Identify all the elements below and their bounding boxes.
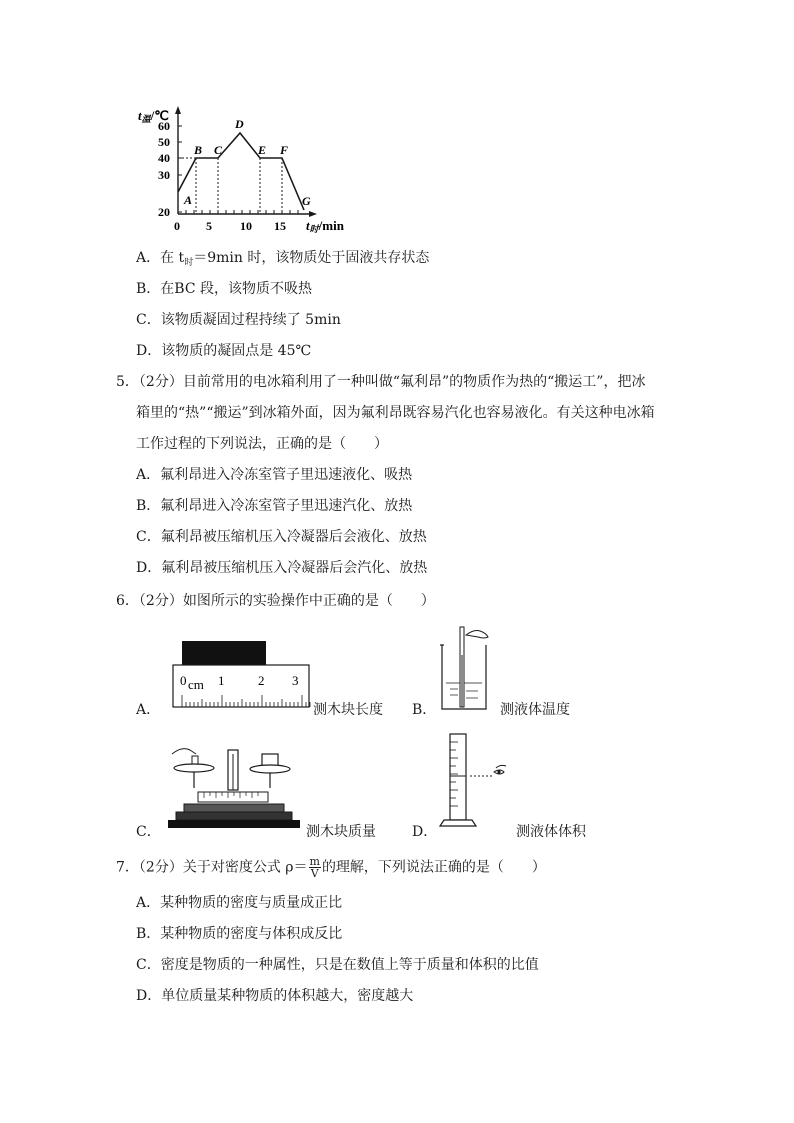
q5-option-c: C．氟利昂被压缩机压入冷凝器后会液化、放热 <box>136 529 427 545</box>
q5-option-a: A．氟利昂进入冷冻室管子里迅速液化、吸热 <box>136 467 413 483</box>
temperature-time-graph <box>130 104 360 234</box>
q4-option-c: C．该物质凝固过程持续了 5min <box>136 312 341 328</box>
q6-label-b: B． <box>412 702 437 718</box>
q7-option-c: C．密度是物质的一种属性，只是在数值上等于质量和体积的比值 <box>136 957 539 973</box>
q4-option-d: D．该物质的凝固点是 45℃ <box>136 343 312 359</box>
q5-option-d: D．氟利昂被压缩机压入冷凝器后会汽化、放热 <box>136 560 428 576</box>
x-tick-label: 0 <box>174 219 180 233</box>
y-tick-label: 60 <box>158 119 170 133</box>
q6-label-a: A． <box>136 702 161 718</box>
x-tick-label: 5 <box>206 219 212 233</box>
graduated-cylinder-figure <box>436 732 516 832</box>
q7-option-b: B．某种物质的密度与体积成反比 <box>136 926 343 942</box>
q6-caption-a: 测木块长度 <box>313 702 383 718</box>
q5-option-b: B．氟利昂进入冷冻室管子里迅速汽化、放热 <box>136 498 413 514</box>
point-label-a: A <box>184 193 193 207</box>
q7-stem: 7．（2分）关于对密度公式 ρ＝ $\frac{m}{V}$ 的理解，下列说法正确的是（ ） <box>116 855 546 880</box>
q7-option-d: D．单位质量某种物质的体积越大，密度越大 <box>136 988 414 1004</box>
y-tick-label: 50 <box>158 135 170 149</box>
ruler-unit: cm <box>188 677 204 692</box>
point-label-c: C <box>214 143 223 157</box>
q6-label-c: C． <box>136 824 161 840</box>
thermometer-beaker-figure <box>436 625 506 715</box>
balance-scale-figure <box>164 742 304 832</box>
density-fraction: $\frac{m}{V}$ <box>309 855 320 880</box>
point-label-d: D <box>235 117 244 131</box>
q6-caption-c: 测木块质量 <box>306 824 376 840</box>
ruler-tick-2: 2 <box>258 673 265 688</box>
q6-caption-b: 测液体温度 <box>500 702 570 718</box>
x-axis-title: t时/min <box>306 218 344 234</box>
ruler-tick-1: 1 <box>218 673 225 688</box>
q5-stem-line-2: 箱里的“热”“搬运”到冰箱外面，因为氟利昂既容易汽化也容易液化。有关这种电冰箱 <box>136 405 655 421</box>
ruler-tick-3: 3 <box>292 673 299 688</box>
q5-stem-line-1: 5．（2分）目前常用的电冰箱利用了一种叫做“氟利昂”的物质作为热的“搬运工”，把冰 <box>116 374 646 390</box>
q7-option-a: A．某种物质的密度与质量成正比 <box>136 895 343 911</box>
q6-caption-d: 测液体体积 <box>516 824 586 840</box>
point-label-f: F <box>280 143 289 157</box>
y-tick-label: 40 <box>158 151 170 165</box>
y-tick-label: 30 <box>158 168 170 182</box>
q5-stem-line-3: 工作过程的下列说法，正确的是（ ） <box>136 436 388 452</box>
y-axis-title: t温/℃ <box>138 108 169 124</box>
ruler-tick-0: 0 <box>180 673 187 688</box>
q4-option-a: A．在 $t_时=9\min$ 时，该物质处于固液共存状态 <box>136 250 430 268</box>
x-tick-label: 10 <box>240 219 252 233</box>
point-label-e: E <box>258 143 267 157</box>
point-label-b: B <box>194 143 203 157</box>
q6-label-d: D． <box>412 824 438 840</box>
q6-stem: 6．（2分）如图所示的实验操作中正确的是（ ） <box>116 593 435 609</box>
point-label-g: G <box>302 194 311 208</box>
y-tick-label: 20 <box>158 205 170 219</box>
x-tick-label: 15 <box>274 219 286 233</box>
q4-option-b: B．在BC 段，该物质不吸热 <box>136 281 312 297</box>
ruler-figure <box>172 640 312 710</box>
